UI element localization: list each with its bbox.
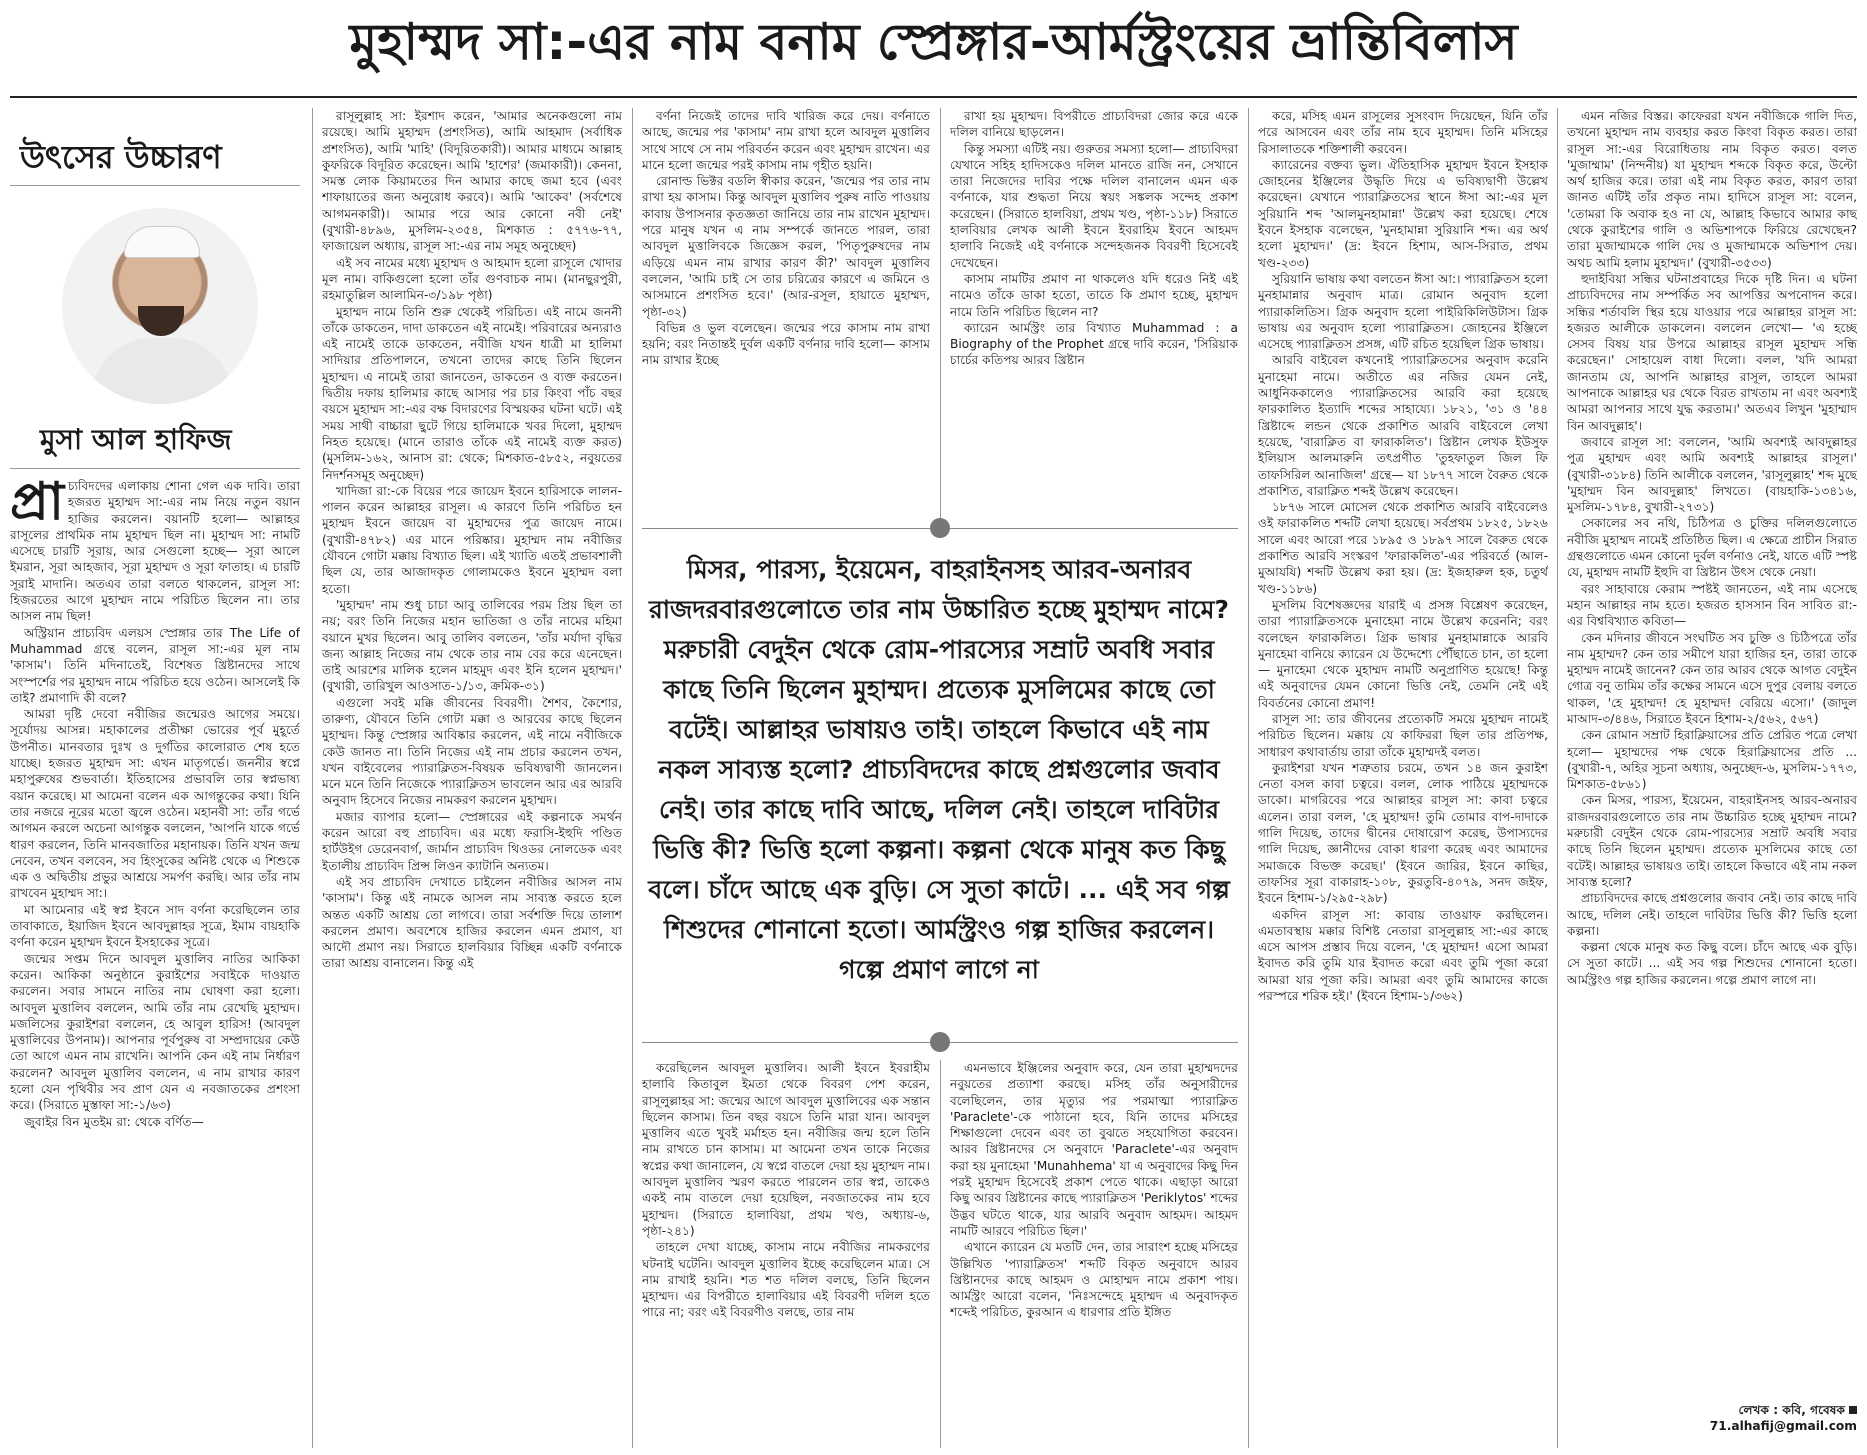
paragraph: কাসাম নামটির প্রমাণ না থাকলেও যদি ধরেও নিই এই নামেও তাঁকে ডাকা হতো, তাতে কি প্রমাণ হচ্ছে, মুহাম্মদ নামে তিনি পরিচিত ছিলেন না?	[950, 271, 1238, 319]
paragraph: জবাবে রাসূল সা: বললেন, 'আমি অবশ্যই আবদুল্লাহর পুত্র মুহাম্মদ এবং আমি অবশ্যই আল্লাহর রাসূল।' (বুখারী-৩১৮৪) তিনি আলীকে বললেন, 'রাসূলুল্লাহ' শব্দ মুছে 'মুহাম্মদ বিন আবদুল্লাহ' লিখতে। (বায়হাকি-১৩৪১৬, মুসলিম-১৭৮৪, বুখারী-২৭৩১)	[1567, 434, 1857, 515]
paragraph: আরবি বাইবেল কখনোই প্যারাক্লিতসের অনুবাদ করেনি মুনাহেমা নামে। অতীতে এর নজির যেমন নেই, আধুনিককালেও প্যারাক্লিতসের আরবি করা হয়েছে ফারকালিত ইত্যাদি শব্দের সাহায্যে। ১৮২১, '৩১ ও '৪৪ খ্রিষ্টাব্দে লন্ডন থেকে প্রকাশিত আরবি বাইবেলে লেখা হয়েছে, 'বারাক্লিত বা ফারাকলিত'। খ্রিষ্টান লেখক ইউসুফ ইলিয়াস আলমারুনি তৎপ্রণীত 'তুহফাতুল জিল ফি তাফসিরিল আনাজিল' গ্রন্থে— যা ১৮৭৭ সালে বৈরুত থেকে প্রকাশিত, বারাক্লিত শব্দই উল্লেখ করেছেন।	[1258, 353, 1548, 498]
paragraph: চ্যবিদদের এলাকায় শোনা গেল এক দাবি। তারা হজরত মুহাম্মদ সা:-এর নাম নিয়ে নতুন বয়ান হাজির করলেন। বয়ানটি হলো— আল্লাহর রাসূলের প্রাথমিক নাম মুহাম্মদ ছিল না। মুহাম্মদ সা: নামটি এসেছে চারটি সূরায়, আর সেগুলো হচ্ছে— সূরা আলে ইমরান, সূরা আহজাব, সূরা মুহাম্মদ ও সূরা ফাতাহ। এ চারটি সূরাই মাদানি। অতএব তারা বলতে থাকলেন, রাসূল সা: হিজরতের আগে মুহাম্মদ নামে পরিচিত ছিলেন না। তার আসল নাম ছিল!	[10, 479, 300, 624]
paragraph: প্রাচ্যবিদদের কাছে প্রশ্নগুলোর জবাব নেই। তার কাছে দাবি আছে, দলিল নেই। তাহলে দাবিটার ভিত্তি কী? ভিত্তি হলো কল্পনা।	[1567, 891, 1857, 938]
paragraph: মজার ব্যাপার হলো— স্প্রেঙ্গারের এই কল্পনাকে সমর্থন করেন আরো বহু প্রাচ্যবিদ। এর মধ্যে ফরাসি-ইহুদি পণ্ডিত হার্টউইগ ডেরেনবার্গ, জার্মান প্রাচ্যবিদ থিওডর নোলডেক এবং ইতালীয় প্রাচ্যবিদ প্রিন্স লিওন ক্যাটানি অন্যতম।	[322, 809, 622, 873]
paragraph: বিভিন্ন ও ভুল বলেছেন। জন্মের পরে কাসাম নাম রাখা হয়নি; বরং নিতান্তই দুর্বল একটি বর্ণনার দাবি হলো— কাসাম নাম রাখার ইচ্ছে	[642, 320, 930, 368]
column-divider	[940, 1060, 941, 1448]
paragraph: জন্মের সপ্তম দিনে আবদুল মুত্তালিব নাতির আকিকা করেন। আকিকা অনুষ্ঠানে কুরাইশের সবাইকে দাওয়াত করলেন। সবার সামনে নাতির নাম ঘোষণা করা হলো। আবদুল মুত্তালিব বললেন, আমি তাঁর নাম রেখেছি মুহাম্মদ। মজলিসের কুরাইশরা বললেন, হে আবুল হারিস! (আবদুল মুত্তালিবের উপনাম)। আপনার পূর্বপুরুষ বা সম্প্রদায়ের কেউ তো আগে এমন নাম রাখেনি। আপনি কেন এই নাম নির্ধারণ করলেন? আবদুল মুত্তালিব বললেন, এ নাম রাখার কারণ হলো যেন পৃথিবীর সব প্রাণ যেন এ নবজাতকের প্রশংসা করে। (সিরাতে মুস্তাফা সা:-১/৬৩)	[10, 951, 300, 1113]
column-5	[1258, 108, 1548, 1448]
paragraph: রোনাল্ড ভিক্টর বডলি স্বীকার করেন, 'জন্মের পর তার নাম রাখা হয় কাসাম। কিন্তু আবদুল মুত্তালিব পুরুষ নাতি পাওয়ায় কাবায় উপাসনার কৃতজ্ঞতা জানিয়ে তার নাম রাখেন মুহাম্মদ। পরে মানুষ যখন এ নাম সম্পর্কে জানতে পারল, তারা আবদুল মুত্তালিবকে জিজ্ঞেস করল, 'পিতৃপুরুষদের নাম এড়িয়ে এমন নাম রাখার কারণ কী?' আবদুল মুত্তালিব বললেন, 'আমি চাই সে তার চরিত্রের কারণে এ জমিনে ও আসমানে প্রশংসিত হবে।' (আর-রসূল, হায়াতে মুহাম্মদ, পৃষ্ঠা-৩২)	[642, 174, 930, 319]
paragraph: মা আমেনার এই স্বপ্ন ইবনে সাদ বর্ণনা করেছিলেন তার তাবাকাতে, ইয়াজিদ ইবনে আবদুল্লাহর সূত্রে, ইমাম বায়হাকি বর্ণনা করেন মুহাম্মদ ইবনে ইসহাকের সূত্রে।	[10, 902, 300, 950]
paragraph: কুরাইশরা যখন শত্রুতার চরমে, তখন ১৪ জন কুরাইশ নেতা বসল কাবা চত্বরে। বলল, লোক পাঠিয়ে মুহাম্মদকে ডাকো। মাগরিবের পরে আল্লাহর রাসূল সা: কাবা চত্বরে এলেন। তারা বলল, 'হে মুহাম্মদ! তুমি তোমার বাপ-দাদাকে গালি দিয়েছ, তাদের দ্বীনের দোষারোপ করেছ, উপাস্যদের গালি দিয়েছ, জ্ঞানীদের বোকা ধারণা করেছ এবং আমাদের সমাজকে বিভক্ত করেছ।' (ইবনে জারির, ইবনে কাছির, তাফসির সূরা বাকারাহ-১০৮, কুরতুবি-৪০৭৯, সনদ জইফ, ইবনে হিশাম-১/২৯৫-২৯৮)	[1258, 760, 1548, 906]
paragraph: বর্ণনা নিজেই তাদের দাবি খারিজ করে দেয়। বর্ণনাতে আছে, জন্মের পর 'কাসাম' নাম রাখা হলে আবদুল মুত্তালিব সাথে সাথে সে নাম পরিবর্তন করেন এবং মুহাম্মদ রাখেন। এর মানে হলো জন্মের পরই কাসাম নাম গৃহীত হয়নি।	[642, 109, 930, 172]
paragraph: এমনভাবে ইঞ্জিলের অনুবাদ করে, যেন তারা মুহাম্মদদের নবুয়তের প্রত্যাশা করছে। মসিহ তাঁর অনুসারীদের বলেছিলেন, তার মৃত্যুর পর পরমাত্মা প্যারাক্লিত 'Paraclete'-কে পাঠানো হবে, যিনি তাদের মসিহের শিক্ষাগুলো দেবেন এবং তা বুঝতে সহযোগিতা করবেন। আরব খ্রিষ্টানদের সে অনুবাদে 'Paraclete'-এর অনুবাদ করা হয় মুনাহেমা 'Munahhema' যা এ অনুবাদের কিছু দিন পরই মুহাম্মদ হিসেবেই প্রকাশ পেতে থাকে। এছাড়া আরো কিছু আরব খ্রিষ্টানের কাছে প্যারাক্লিতস 'Periklytos' শব্দের উদ্ভব ঘটতে থাকে, যার আরবি অনুবাদ আহমদ। আহমদ নামটি আরবে পরিচিত ছিল।'	[950, 1061, 1238, 1238]
paragraph: কেন মিসর, পারস্য, ইয়েমেন, বাহরাইনসহ আরব-অনারব রাজদরবারগুলোতে তার নাম উচ্চারিত হচ্ছে মুহাম্মদ নামে? মরুচারী বেদুইন থেকে রোম-পারস্যের সম্রাট অবধি সবার কাছে তিনি ছিলেন মুহাম্মদ। প্রত্যেক মুসলিমের কাছে তো বটেই। আল্লাহর ভাষায়ও তাই। তাহলে কিভাবে এই নাম নকল সাব্যস্ত হলো?	[1567, 793, 1857, 889]
paragraph: এমন নজির বিস্তর। কাফেররা যখন নবীজিকে গালি দিত, তখনো মুহাম্মদ নাম ব্যবহার করত কিংবা বিকৃত করত। তারা রাসূল সা:-এর বিরোধিতায় নাম বিকৃত করত। বলত 'মুজাম্মাম' (নিন্দনীয়) যা মুহাম্মদ শব্দকে বিকৃত করে, উল্টো অর্থ হাজির করে। তারা এই নাম বিকৃত করত, কারণ তারা জানত এটিই তাঁর প্রকৃত নাম। হাদিসে রাসূল সা: বলেন, 'তোমরা কি অবাক হও না যে, আল্লাহ কিভাবে আমার কাছ থেকে কুরাইশের গালি ও অভিশাপকে ফিরিয়ে রেখেছেন? তারা মুজাম্মামকে গালি দেয় ও মুজাম্মামকে অভিশাপ দেয়। অথচ আমি হলাম মুহাম্মদ।' (বুখারী-৩৫৩৩)	[1567, 109, 1857, 270]
column-1	[10, 478, 300, 1448]
paragraph: সুরিয়ানি ভাষায় কথা বলতেন ঈসা আ:। প্যারাক্লিতস হলো মুনহামান্নার অনুবাদ মাত্র। রোমান অনুবাদ হলো প্যারাকলিতিস। গ্রিক অনুবাদ হলো পাইরিকিলিউটাস। গ্রিক ভাষায় এর অনুবাদ হলো প্যারাক্লিতস। জোহনের ইঞ্জিলে এসেছে প্যারাক্লিতস প্রসঙ্গ, এটি রচিত হয়েছিল গ্রিক ভাষায়।	[1258, 271, 1548, 352]
paragraph: অস্ট্রিয়ান প্রাচ্যবিদ এলয়স স্প্রেঙ্গার তার The Life of Muhammad গ্রন্থে বলেন, রাসূল সা:-এর মূল নাম 'কাসাম'। তিনি মদিনাতেই, বিশেষত খ্রিষ্টানদের সাথে সংস্পর্শের পর মুহাম্মদ নামে পরিচিত হয়ে ওঠেন। আসলেই কি তাই? প্রমাণাদি কী বলে?	[10, 625, 300, 705]
column-divider	[1248, 108, 1249, 1448]
pull-quote: মিসর, পারস্য, ইয়েমেন, বাহরাইনসহ আরব-অনারব রাজদরবারগুলোতে তার নাম উচ্চারিত হচ্ছে মুহাম্মদ নামে? মরুচারী বেদুইন থেকে রোম-পারস্যের সম্রাট অবধি সবার কাছে তিনি ছিলেন মুহাম্মদ। প্রত্যেক মুসলিমের কাছে তো বটেই। আল্লাহর ভাষায়ও তাই। তাহলে কিভাবে এই নাম নকল সাব্যস্ত হলো? প্রাচ্যবিদদের কাছে প্রশ্নগুলোর জবাব নেই। তার কাছে দাবি আছে, দলিল নেই। তাহলে দাবিটার ভিত্তি কী? ভিত্তি হলো কল্পনা। কল্পনা থেকে মানুষ কত কিছু বলে। চাঁদে আছে এক বুড়ি। সে সুতা কাটে। ... এই সব গল্প শিশুদের শোনানো হতো। আর্মস্ট্রংও গল্প হাজির করলেন। গল্পে প্রমাণ লাগে না	[648, 555, 1230, 984]
pullquote-dot-bottom	[930, 1032, 950, 1052]
column-divider	[940, 108, 941, 528]
drop-cap: প্রা	[10, 478, 64, 532]
paragraph: কেন রোমান সম্রাট হিরাক্লিয়াসের প্রতি প্রেরিত পত্রে লেখা হলো— মুহাম্মদের পক্ষ থেকে হিরাক্লিয়াসের প্রতি ... (বুখারী-৭, অহির সূচনা অধ্যায়, অনুচ্ছেদ-৬, মুসলিম-১৭৭৩, মিশকাত-৫৮৬১)	[1567, 728, 1857, 792]
paragraph: ১৮৭৬ সালে মোসেল থেকে প্রকাশিত আরবি বাইবেলেও ওই ফারাকলিত শব্দটি লেখা হয়েছে। সর্বপ্রথম ১৮২৫, ১৮২৬ সালে এবং আরো পরে ১৮৯৫ ও ১৮৯৭ সালে বৈরুত থেকে প্রকাশিত আরবি সংস্করণ 'ফারাকলিত'-এর পরিবর্তে (আল-মুআযযি) শব্দটি উল্লেখ করা হয়। (দ্র: ইজহারুল হক, চতুর্থ খণ্ড-১১৮৬)	[1258, 500, 1548, 596]
paragraph: 'মুহাম্মদ' নাম শুধু চাচা আবু তালিবের পরম প্রিয় ছিল তা নয়; বরং তিনি নিজের মহান ভাতিজা ও তাঁর নামের মহিমা বয়ানে মুখর ছিলেন। আবু তালিব বলতেন, 'তাঁর মর্যাদা বৃদ্ধির জন্য আল্লাহ নিজের নাম থেকে তার নাম বের করে এনেছেন। তাই আরশের মালিক হলেন মাহমুদ এবং ইনি হলেন মুহাম্মদ।' (বুখারী, তারিখুল আওসাত-১/১৩, ক্রমিক-৩১)	[322, 597, 622, 694]
column-divider	[632, 108, 633, 1448]
paragraph: এই সব প্রাচ্যবিদ দেখাতে চাইলেন নবীজির আসল নাম 'কাসাম'। কিন্তু এই নামকে আসল নাম সাব্যস্ত করতে হলে অন্তত একটি আশ্রয় তো লাগবে। তারা সর্বশক্তি দিয়ে তালাশ করলেন প্রমাণ। অবশেষে হাজির করলেন এমন প্রমাণ, যা আদৌ প্রমাণ নয়। সিরাতে হালবিয়ার বিচ্ছিন্ন একটি বর্ণনাকে তারা আশ্রয় বানালেন। কিন্তু এই	[322, 874, 622, 971]
author-photo	[62, 208, 258, 404]
column-3-bottom	[642, 1060, 930, 1448]
paragraph: খাদিজা রা:-কে বিয়ের পরে জায়েদ ইবনে হারিসাকে লালন-পালন করেন আল্লাহর রাসূল। এ কারণে তিনি পরিচিত হন মুহাম্মদ ইবনে জায়েদ বা মুহাম্মদের পুত্র জায়েদ নামে। (বুখারী-৪৭৮২) এর মানে পরিষ্কার। মুহাম্মদ নাম নবীজির যৌবনে গোটা মক্কায় বিখ্যাত ছিল। এই খ্যাতি এতই প্রভাবশালী ছিল যে, তার আজাদকৃত গোলামকেও ইবনে মুহাম্মদ বলা হতো।	[322, 483, 622, 596]
paragraph: ক্যারেন আর্মস্ট্রং তার বিখ্যাত Muhammad : a Biography of the Prophet গ্রন্থে দাবি করেন, 'সিরিয়াক চার্চের কতিপয় আরব খ্রিষ্টান	[950, 320, 1238, 368]
column-6	[1567, 108, 1857, 1398]
section-kicker: উৎসের উচ্চারণ	[20, 138, 222, 176]
paragraph: রাসূলুল্লাহ সা: ইরশাদ করেন, 'আমার অনেকগুলো নাম রয়েছে। আমি মুহাম্মদ (প্রশংসিত), আমি আহমাদ (সর্বাধিক প্রশংসিত), আমি 'মাহি' (বিদূরিতকারী)। আমার মাধ্যমে আল্লাহ কুফরিকে বিদূরিত করেছেন। আমি 'হাশের' (জমাকারী)। কেননা, সমস্ত লোক কিয়ামতের দিন আমার কাছে জমা হবে (এবং শাফায়াতের জন্য অনুরোধ করবে)। আমি 'আকেব' (সর্বশেষে আগমনকারী)। আমার পরে আর কোনো নবী নেই' (বুখারী-৪৮৯৬, মুসলিম-২৩৫৪, মিশকাত : ৫৭৭৬-৭৭, ফাজায়েল অধ্যায়, রাসূল সা:-এর নাম সমূহ অনুচ্ছেদ)	[322, 109, 622, 254]
column-divider	[312, 108, 313, 1448]
paragraph: একদিন রাসূল সা: কাবায় তাওয়াফ করছিলেন। এমতাবস্থায় মক্কার বিশিষ্ট নেতারা রাসূলুল্লাহ সা:-এর কাছে এসে আপস প্রস্তাব দিয়ে বলেন, 'হে মুহাম্মদ! এসো আমরা ইবাদত করি তুমি যার ইবাদত করো এবং তুমি পূজা করো আমরা যার পূজা করি। আমরা এবং তুমি আমাদের কাজে পরস্পরে শরিক হই।' (ইবনে হিশাম-১/৩৬২)	[1258, 907, 1548, 1004]
article-headline: মুহাম্মদ সা:-এর নাম বনাম স্প্রেঙ্গার-আর্মস্ট্রংয়ের ভ্রান্তিবিলাস	[349, 12, 1518, 71]
paragraph: কেন মদিনার জীবনে সংঘটিত সব চুক্তি ও চিঠিপত্রে তাঁর নাম মুহাম্মদ? কেন তার সমীপে যারা হাজির হন, তারা তাকে মুহাম্মদ নামেই জানেন? কেন তার আরব থেকে আগত বেদুইন গোত্র বনু তামিম তাঁর কক্ষের সামনে এসে দুপুর বেলায় বলতে থাকল, 'হে মুহাম্মদ! হে মুহাম্মদ! বেরিয়ে এসো।' (জাদুল মাআদ-৩/৪৪৬, সিরাতে ইবনে হিশাম-২/৫৬২, ৫৬৭)	[1567, 630, 1857, 726]
author-signature	[1567, 1402, 1857, 1442]
paragraph: করে, মসিহ এমন রাসূলের সুসংবাদ দিয়েছেন, যিনি তাঁর পরে আসবেন এবং তাঁর নাম হবে মুহাম্মদ। তিনি মসিহের রিসালাতকে শক্তিশালী করবেন।	[1258, 109, 1548, 156]
paragraph: মুহাম্মদ নামে তিনি শুরু থেকেই পরিচিত। এই নামে জননী তাঁকে ডাকতেন, দাদা ডাকতেন এই নামেই। পরিবারের অন্যরাও এই নামেই তাকে ডাকতেন, নবীজি যখন ধাত্রী মা হালিমা সাদিয়ার প্রতিপালনে, তখনো তাদের কাছে তিনি ছিলেন মুহাম্মদ। এ নামেই তারা জানতেন, ডাকতেন ও ব্যক্ত করতেন। দ্বিতীয় দফায় হালিমার কাছে আসার পর চার কিংবা পাঁচ বছর বয়সে মুহাম্মদ সা:-এর বক্ষ বিদারণের বিস্ময়কর ঘটনা ঘটে। এই সময় সাথী বাচ্চারা ছুটে গিয়ে হালিমাকে খবর দিলো, মুহাম্মদ নিহত হয়েছে। (মানে তারাও তাঁকে এই নামেই ব্যক্ত করত) (মুসলিম-১৬২, আনাস রা: থেকে; মিশকাত-৫৮৫২, নবুয়তের নিদর্শনসমূহ অনুচ্ছেদ)	[322, 304, 622, 482]
column-4-bottom	[950, 1060, 1238, 1448]
column-4-top	[950, 108, 1238, 518]
paragraph: জুবাইর বিন মুতইম রা: থেকে বর্ণিত—	[24, 1114, 204, 1129]
paragraph: এখানে ক্যারেন যে মতটি দেন, তার সারাংশ হচ্ছে মসিহের উল্লিখিত 'প্যারাক্লিতস' শব্দটি বিকৃত অনুবাদে আরব খ্রিষ্টানদের কাছে আহমদ ও মোহাম্মদ নামে প্রকাশ পায়। আর্মস্ট্রং আরো বলেন, 'নিঃসন্দেহে মুহাম্মদ এ অনুবাদকৃত শব্দেই পরিচিত, কুরআন এ ধারণার প্রতি ইঙ্গিত	[950, 1240, 1238, 1320]
signature-email[interactable]: 71.alhafij@gmail.com	[1709, 1419, 1857, 1434]
paragraph: তাহলে দেখা যাচ্ছে, কাসাম নামে নবীজির নামকরণের ঘটনাই ঘটেনি। আবদুল মুত্তালিব ইচ্ছে করেছিলেন মাত্র। সে নাম রাখাই হয়নি। শত শত দলিল বলছে, তিনি ছিলেন মুহাম্মদ। এর বিপরীতে হালাবিয়ার এই বিবরণী দলিল হতে পারে না; বরং এই বিবরণীও বলছে, তার নাম	[642, 1240, 930, 1320]
paragraph: করেছিলেন আবদুল মুত্তালিব। আলী ইবনে ইবরাহীম হালাবি কিতাবুল ইমতা থেকে বিবরণ পেশ করেন, রাসূলুল্লাহর সা: জন্মের আগে আবদুল মুত্তালিবের এক সন্তান ছিলেন কাসাম। তিন বছর বয়সে তিনি মারা যান। আবদুল মুত্তালিব এতে খুবই মর্মাহত হন। নবীজির জন্ম হলে তিনি নাম রাখতে চান কাসাম। মা আমেনা তখন তাকে নিজের স্বপ্নের কথা জানালেন, যে স্বপ্নে বাতলে দেয়া হয় মুহাম্মদ নাম। আবদুল মুত্তালিব স্মরণ করতে পারলেন তার স্বপ্ন, তাকেও একই নাম বাতলে দেয়া হয়েছিল, নবজাতকের নাম হবে মুহাম্মদ। (সিরাতে হালাবিয়া, প্রথম খণ্ড, অধ্যায়-৬, পৃষ্ঠা-২৪১)	[642, 1061, 930, 1238]
author-divider	[10, 468, 300, 469]
kicker-divider	[10, 185, 300, 186]
paragraph: রাসূল সা: তার জীবনের প্রত্যেকটি সময়ে মুহাম্মদ নামেই পরিচিত ছিলেন। মক্কায় যে কাফিররা ছিল তার প্রতিপক্ষ, সাধারণ কথাবার্তায় তারা তাঁকে মুহাম্মদই বলত।	[1258, 711, 1548, 759]
paragraph: কিন্তু সমস্যা এটিই নয়। গুরুতর সমস্যা হলো— প্রাচ্যবিদরা যেখানে সহিহ হাদিসকেও দলিল মানতে রাজি নন, সেখানে তারা নিজেদের দাবির পক্ষে দলিল বানালেন এমন এক বর্ণনাকে, যার শুদ্ধতা নিয়ে স্বয়ং সঙ্কলক সন্দেহ প্রকাশ করেছেন। (সিরাতে হালবিয়া, প্রথম খণ্ড, পৃষ্ঠা-১১৮) সিরাতে হালবিয়ার লেখক আলী ইবনে ইবরাহিম ইবনে আহমদ হালাবি নিজেই এই বর্ণনাকে সন্দেহজনক বিবরণী হিসেবেই দেখেছেন।	[950, 141, 1238, 270]
paragraph: এগুলো সবই মক্কি জীবনের বিবরণী। শৈশব, কৈশোর, তারুণ্য, যৌবনে তিনি গোটা মক্কা ও আরবের কাছে ছিলেন মুহাম্মদ। কিন্তু স্প্রেঙ্গার আবিষ্কার করলেন, এই নামে নবীজিকে কেউ জানত না। তিনি নিজের এই নাম প্রচার করলেন তখন, যখন বাইবেলের প্যারাক্লিতস-বিষয়ক ভবিষ্যদ্বাণী জানলেন। মনে মনে তিনি নিজেকে প্যারাক্লিতস ভাবলেন আর এর আরবি অনুবাদ হিসেবে নিজের নামকরণ করলেন মুহাম্মদ।	[322, 695, 622, 808]
paragraph: মুসলিম বিশেষজ্ঞদের যারাই এ প্রসঙ্গ বিশ্লেষণ করেছেন, তারা প্যারাক্লিতসকে মুনাহেমা নামে উল্লেখ করেননি; বরং বলেছেন ফারাকলিত। গ্রিক ভাষার মুনহামান্নাকে আরবি মুনাহেমা বানিয়ে ক্যারেন যে উদ্দেশ্যে পৌঁছাতে চান, তা হলো— মুনাহেমা থেকে মুহাম্মদ নামটি অনুপ্রাণিত হয়েছে! কিন্তু এই অনুবাদের যেমন কোনো ভিত্তি নেই, তেমনি নেই এই বিবর্তনের কোনো প্রমাণ!	[1258, 597, 1548, 710]
paragraph: সেকালের সব নথি, চিঠিপত্র ও চুক্তির দলিলগুলোতে নবীজি মুহাম্মদ নামেই প্রতিষ্ঠিত ছিল। এ ক্ষেত্রে প্রাচীন সিরাত গ্রন্থগুলোতে এমন কোনো দুর্বল বর্ণনাও নেই, যাতে এটি স্পষ্ট যে, মুহাম্মদ নামটি ইহুদি বা খ্রিষ্টান উৎস থেকে নেয়া।	[1567, 516, 1857, 580]
paragraph: রাখা হয় মুহাম্মদ। বিপরীতে প্রাচ্যবিদরা জোর করে একে দলিল বানিয়ে ছাড়লেন।	[950, 109, 1238, 140]
column-2	[322, 108, 622, 1448]
paragraph: ক্যারেনের বক্তব্য ভুল। ঐতিহাসিক মুহাম্মদ ইবনে ইসহাক জোহনের ইঞ্জিলের উদ্ধৃতি দিয়ে এ ভবিষ্যদ্বাণী উল্লেখ করেছেন। যেখানে প্যারাক্লিতসের স্থানে ঈসা আ:-এর মূল সুরিয়ানি শব্দ 'আলমুনহামান্না' উল্লেখ করা হয়েছে। শেষে ইবনে ইসহাক বলেছেন, 'মুনহামান্না সুরিয়ানি শব্দ। এর অর্থ হলো মুহাম্মদ।' (দ্র: ইবনে হিশাম, আস-সিরাত, প্রথম খণ্ড-২৩৩)	[1258, 157, 1548, 270]
signature-role: লেখক : কবি, গবেষক	[1738, 1403, 1845, 1417]
author-name: মুসা আল হাফিজ	[40, 423, 232, 456]
paragraph: বরং সাহাবায়ে কেরাম স্পষ্টই জানতেন, এই নাম এসেছে মহান আল্লাহর নাম হতে। হজরত হাসসান বিন সাবিত রা:-এর বিশ্ববিখ্যাত কবিতা—	[1567, 581, 1857, 629]
column-3-top	[642, 108, 930, 518]
headline-rule	[10, 96, 1857, 98]
paragraph: আমরা দৃষ্টি দেবো নবীজির জন্মেরও আগের সময়ে। সূর্যোদয় আসন্ন। মহাকালের প্রতীক্ষা ভোরের পূর্ব মুহূর্তে উপনীত। মানবতার দুঃখ ও দুর্গতির কালোরাত শেষ হতে যাচ্ছে। হজরত মুহাম্মদ সা: এখন মাতৃগর্ভে। জননীর স্বপ্নে মহাপুরুষের শুভবার্তা। ইতিহাসের প্রভাবলি তার স্বপ্নভাষ্য বয়ান করেছে। মা আমেনা বলেন এক আগন্তুকের কথা। যিনি তার নজরে নূরের মতো জ্বলে ওঠেন। মহানবী সা: তাঁর গর্ভে আগমন করলে অচেনা আগন্তুক বললেন, 'আপনি যাকে গর্ভে ধারণ করলেন, তিনি মানবজাতির মহানায়ক। তিনি যখন জন্ম নেবেন, তখন বলবেন, সব হিংসুকের অনিষ্ট থেকে এ শিশুকে এক ও অদ্বিতীয় প্রভুর আশ্রয়ে সমর্পণ করছি। আর তাঁর নাম রাখবেন মুহাম্মদ সা:।	[10, 707, 300, 901]
paragraph: হুদাইবিয়া সন্ধির ঘটনাপ্রবাহের দিকে দৃষ্টি দিন। এ ঘটনা প্রাচ্যবিদদের নাম সম্পর্কিত সব আপত্তির অপনোদন করে। সন্ধির শর্তাবলি স্থির হয়ে যাওয়ার পরে আল্লাহর রাসূল সা: হজরত আলীকে ডাকলেন। বললেন লেখো— 'এ হচ্ছে সেসব বিষয় যার উপরে আল্লাহর রাসূল মুহাম্মদ সন্ধি করেছেন।' সোহায়েল বাধা দিলো। বলল, 'যদি আমরা জানতাম যে, আপনি আল্লাহর রাসূল, তাহলে আমরা আপনাকে আল্লাহর ঘর থেকে বিরত রাখতাম না এবং অবশ্যই আমরা আপনার সাথে যুদ্ধ করতাম।' অতএব লিখুন 'মুহাম্মাদ বিন আবদুল্লাহ'।	[1567, 271, 1857, 433]
paragraph: এই সব নামের মধ্যে মুহাম্মদ ও আহমাদ হলো রাসূলে খোদার মূল নাম। বাকিগুলো হলো তাঁর গুণবাচক নাম। (মানছুরপুরী, রহমাতুল্লিল আলামিন-৩/১৯৮ পৃষ্ঠা)	[322, 255, 622, 303]
column-divider	[1557, 108, 1558, 1448]
paragraph: কল্পনা থেকে মানুষ কত কিছু বলে। চাঁদে আছে এক বুড়ি। সে সুতা কাটে। ... এই সব গল্প শিশুদের শোনানো হতো। আর্মস্ট্রংও গল্প হাজির করলেন। গল্পে প্রমাণ লাগে না।	[1567, 940, 1857, 987]
pullquote-dot-top	[930, 518, 950, 538]
